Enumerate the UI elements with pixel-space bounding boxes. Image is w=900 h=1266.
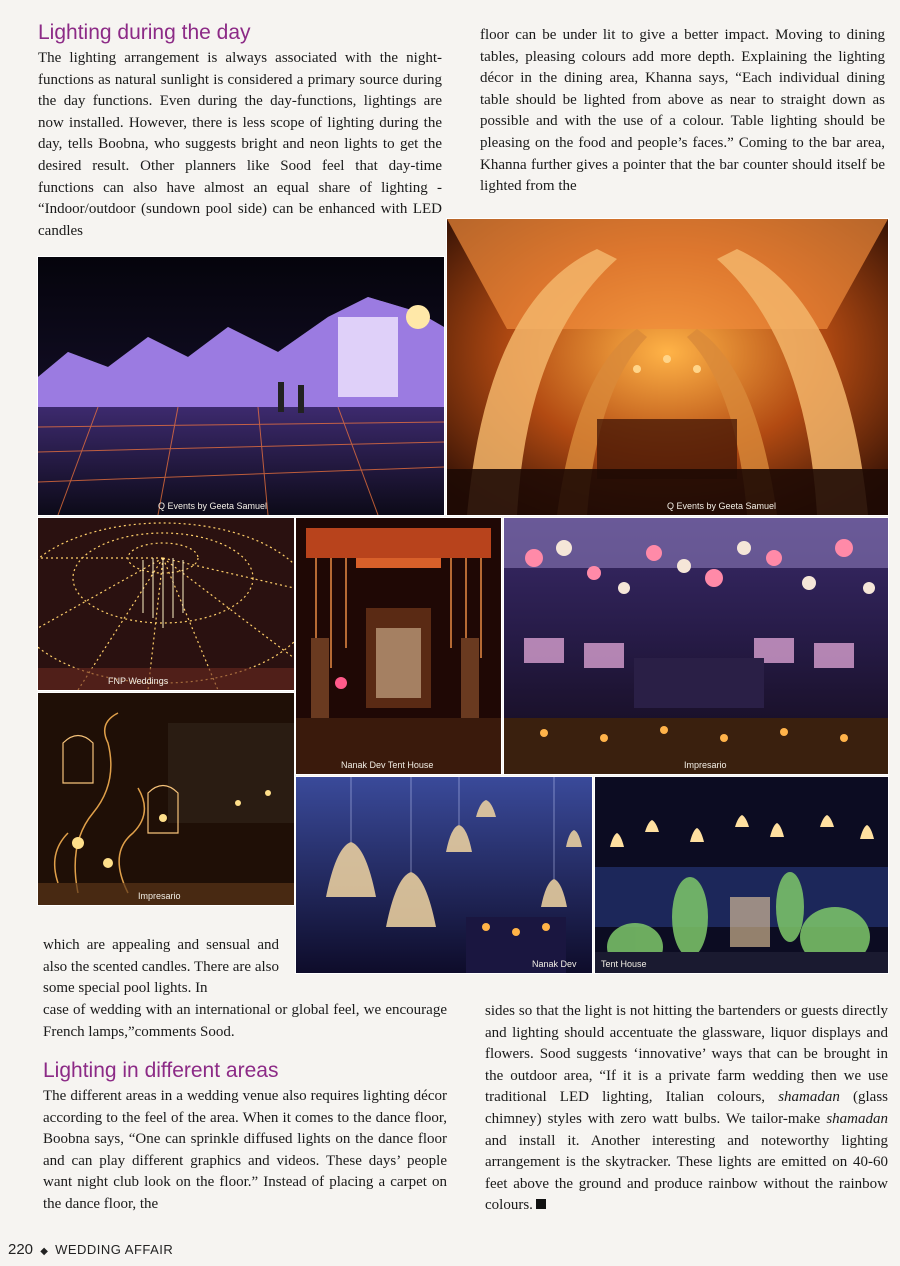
birdcage-lanterns-illustration xyxy=(38,693,294,905)
page-number: 220 xyxy=(8,1241,34,1258)
entrance-gate-illustration xyxy=(296,518,501,774)
photo-credit: Q Events by Geeta Samuel xyxy=(158,501,268,511)
canopy-dome-illustration xyxy=(38,518,294,690)
photo-illuminated-village-set xyxy=(37,256,445,516)
paragraph-areas-body: The different areas in a wedding venue also requires lighting décor according to the feel of the area. When it comes to the dance floor, Boobna says, “One can sprinkle diffused lights on the dance floor and can play different graphics and videos. These days’ people want night club look on the floor.” Instead of placing a carpet on the dance floor, the xyxy=(43,1088,447,1212)
photo-bell-lanterns-night xyxy=(295,776,593,974)
paragraph-right-bottom-part3: and install it. Another interesting and noteworthy lighting arrangement is the skytracker. These lights are emitted on 40-60 feet above the ground and produce rainbow without the rainbow colours. xyxy=(485,1132,888,1214)
paragraph-left-wrap: which are appealing and sensual and also the scented candles. There are also some special pool lights. In xyxy=(43,937,279,997)
bell-lanterns-illustration xyxy=(296,777,592,973)
photo-credit: Nanak Dev xyxy=(532,959,577,969)
magazine-name: WEDDING AFFAIR xyxy=(55,1242,174,1257)
paragraph-left-continued: case of wedding with an international or global feel, we encourage French lamps,”comments Sood. xyxy=(43,1002,447,1040)
photo-floral-entrance-gate xyxy=(295,517,502,775)
village-set-illustration xyxy=(38,257,444,515)
heading-lighting-during-day: Lighting during the day xyxy=(38,21,251,44)
photo-credit: Q Events by Geeta Samuel xyxy=(667,501,777,511)
shamadan-term-2: shamadan xyxy=(826,1110,888,1127)
paragraph-left-top: The lighting arrangement is always associated with the night-functions as natural sunlight is considered a primary source during the day functions. Even during the day-functions, lightings are now installed. However, there is less scope of lighting during the day, tells Boobna, who suggests bright and neon lights to get the desired result. Other planners like Sood feel that day-time functions can also have almost an equal share of lighting - “Indoor/outdoor (sundown pool side) can be enhanced with LED candles xyxy=(38,50,442,239)
photo-credit: Nanak Dev Tent House xyxy=(341,760,434,770)
shamadan-term: shamadan xyxy=(778,1089,840,1106)
photo-credit: FNP Weddings xyxy=(108,676,169,686)
photo-golden-arched-hall xyxy=(446,218,889,516)
end-mark xyxy=(536,1199,546,1209)
paragraph-right-top: floor can be under lit to give a better impact. Moving to dining tables, pleasing colours add more depth. Explaining the lighting décor in the dining area, Khanna says, “Each individual dining table should be lighted from above as near to straight down as possible and with the use of a colour. Table lighting should be pleasing on the food and people’s faces.” Coming to the bar area, Khanna further gives a pointer that the bar counter should itself be lighted from the xyxy=(480,27,885,195)
photo-birdcage-lanterns xyxy=(37,692,295,906)
photo-lantern-dining-venue xyxy=(503,517,889,775)
lantern-venue-illustration xyxy=(504,518,888,774)
diamond-icon: ◆ xyxy=(40,1246,48,1257)
paragraph-right-bottom-part2: (glass chimney) styles with zero watt bulbs. We tailor-make xyxy=(485,1089,889,1127)
heading-lighting-different-areas: Lighting in different areas xyxy=(43,1059,279,1082)
page-footer xyxy=(8,1241,173,1258)
photo-credit: Impresario xyxy=(138,891,181,901)
arched-hall-illustration xyxy=(447,219,888,515)
outdoor-lanterns-illustration xyxy=(595,777,888,973)
paragraph-right-bottom xyxy=(485,1001,888,1217)
paragraph-right-bottom-part1: sides so that the light is not hitting the bartenders or guests directly and lighting should accentuate the glassware, liquor displays and flowers. Sood suggests ‘innovative’ ways that can be brought in the outdoor area, “If it is a private farm wedding then we use traditional LED lighting, Italian colours, xyxy=(485,1003,888,1106)
photo-credit: Tent House xyxy=(601,959,647,969)
photo-credit: Impresario xyxy=(684,760,727,770)
photo-light-canopy-dome xyxy=(37,517,295,691)
photo-outdoor-lanterns-trees xyxy=(594,776,889,974)
